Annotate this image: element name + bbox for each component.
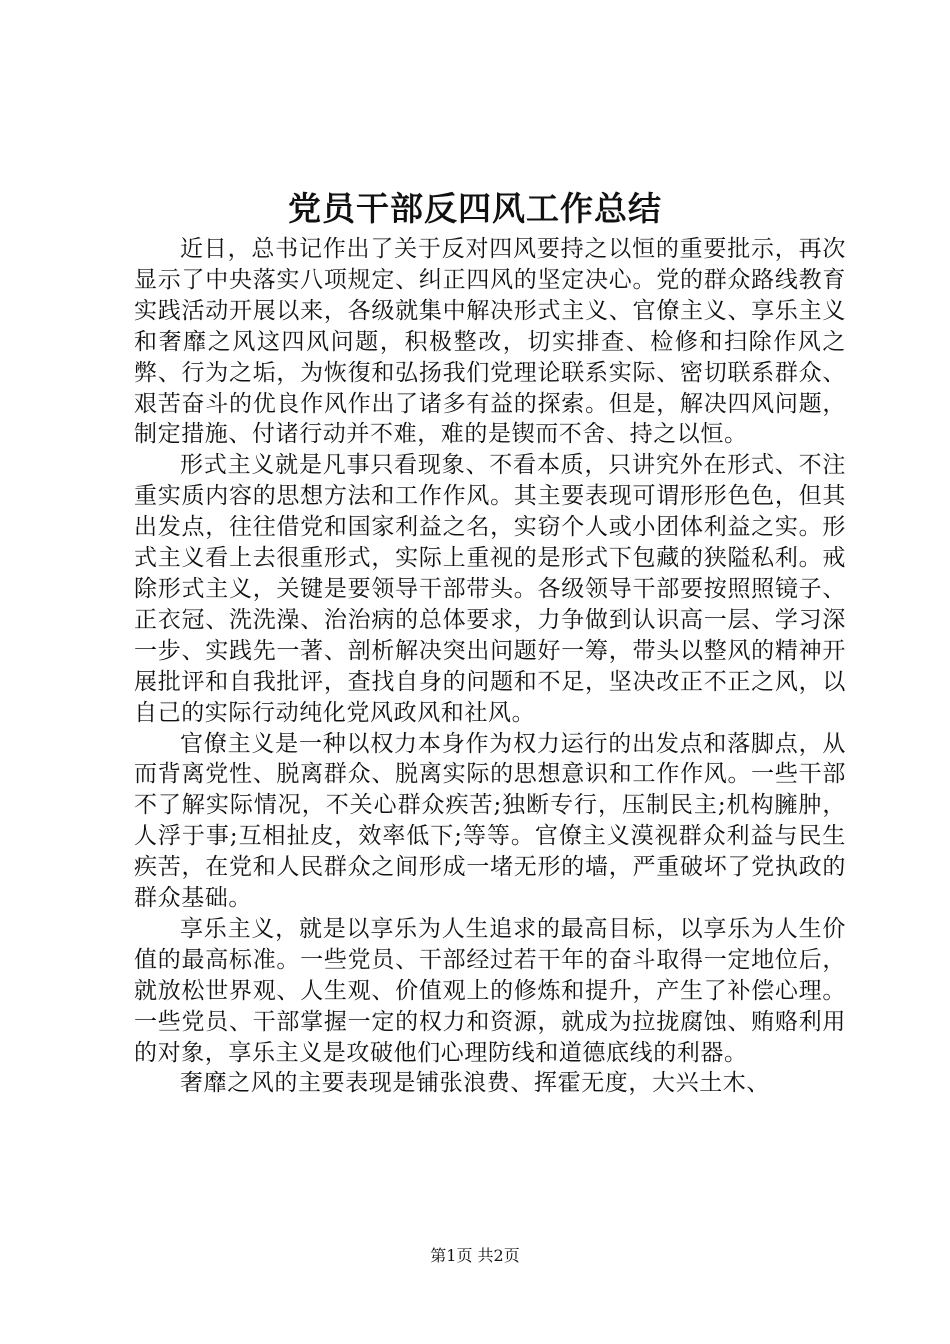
document-body	[134, 234, 846, 1099]
paragraph-2: 形式主义就是凡事只看现象、不看本质，只讲究外在形式、不注重实质内容的思想方法和工作作风。其主要表现可谓形形色色，但其出发点，往往借党和国家利益之名，实窃个人或小团体利益之实。形式主义看上去很重形式，实际上重视的是形式下包藏的狭隘私利。戒除形式主义，关键是要领导干部带头。各级领导干部要按照照镜子、正衣冠、洗洗澡、治治病的总体要求，力争做到认识高一层、学习深一步、实践先一著、剖析解决突出问题好一筹，带头以整风的精神开展批评和自我批评，查找自身的问题和不足，坚决改正不正之风，以自己的实际行动纯化党风政风和社风。	[134, 452, 846, 726]
paragraph-1: 近日，总书记作出了关于反对四风要持之以恒的重要批示，再次显示了中央落实八项规定、纠正四风的坚定决心。党的群众路线教育实践活动开展以来，各级就集中解决形式主义、官僚主义、享乐主义和奢靡之风这四风问题，积极整改，切实排查、检修和扫除作风之弊、行为之垢，为恢復和弘扬我们党理论联系实际、密切联系群众、艰苦奋斗的优良作风作出了诸多有益的探索。但是，解决四风问题，制定措施、付诸行动并不难，难的是锲而不舍、持之以恒。	[134, 236, 846, 448]
paragraph-4: 享乐主义，就是以享乐为人生追求的最高目标，以享乐为人生价值的最高标准。一些党员、干部经过若干年的奋斗取得一定地位后，就放松世界观、人生观、价值观上的修炼和提升，产生了补偿心理。一些党员、干部掌握一定的权力和资源，就成为拉拢腐蚀、贿赂利用的对象，享乐主义是攻破他们心理防线和道德底线的利器。	[134, 915, 846, 1066]
paragraph-5: 奢靡之风的主要表现是铺张浪费、挥霍无度，大兴土木、	[180, 1070, 770, 1097]
paragraph-3: 官僚主义是一种以权力本身作为权力运行的出发点和落脚点，从而背离党性、脱离群众、脱离实际的思想意识和工作作风。一些干部不了解实际情况，不关心群众疾苦;独断专行，压制民主;机构臃肿，人浮于事;互相扯皮，效率低下;等等。官僚主义漠视群众利益与民生疾苦，在党和人民群众之间形成一堵无形的墙，严重破坏了党执政的群众基础。	[134, 730, 846, 912]
document-title: 党员干部反四风工作总结	[288, 189, 662, 228]
page-footer: 第1页 共2页	[430, 1246, 520, 1265]
